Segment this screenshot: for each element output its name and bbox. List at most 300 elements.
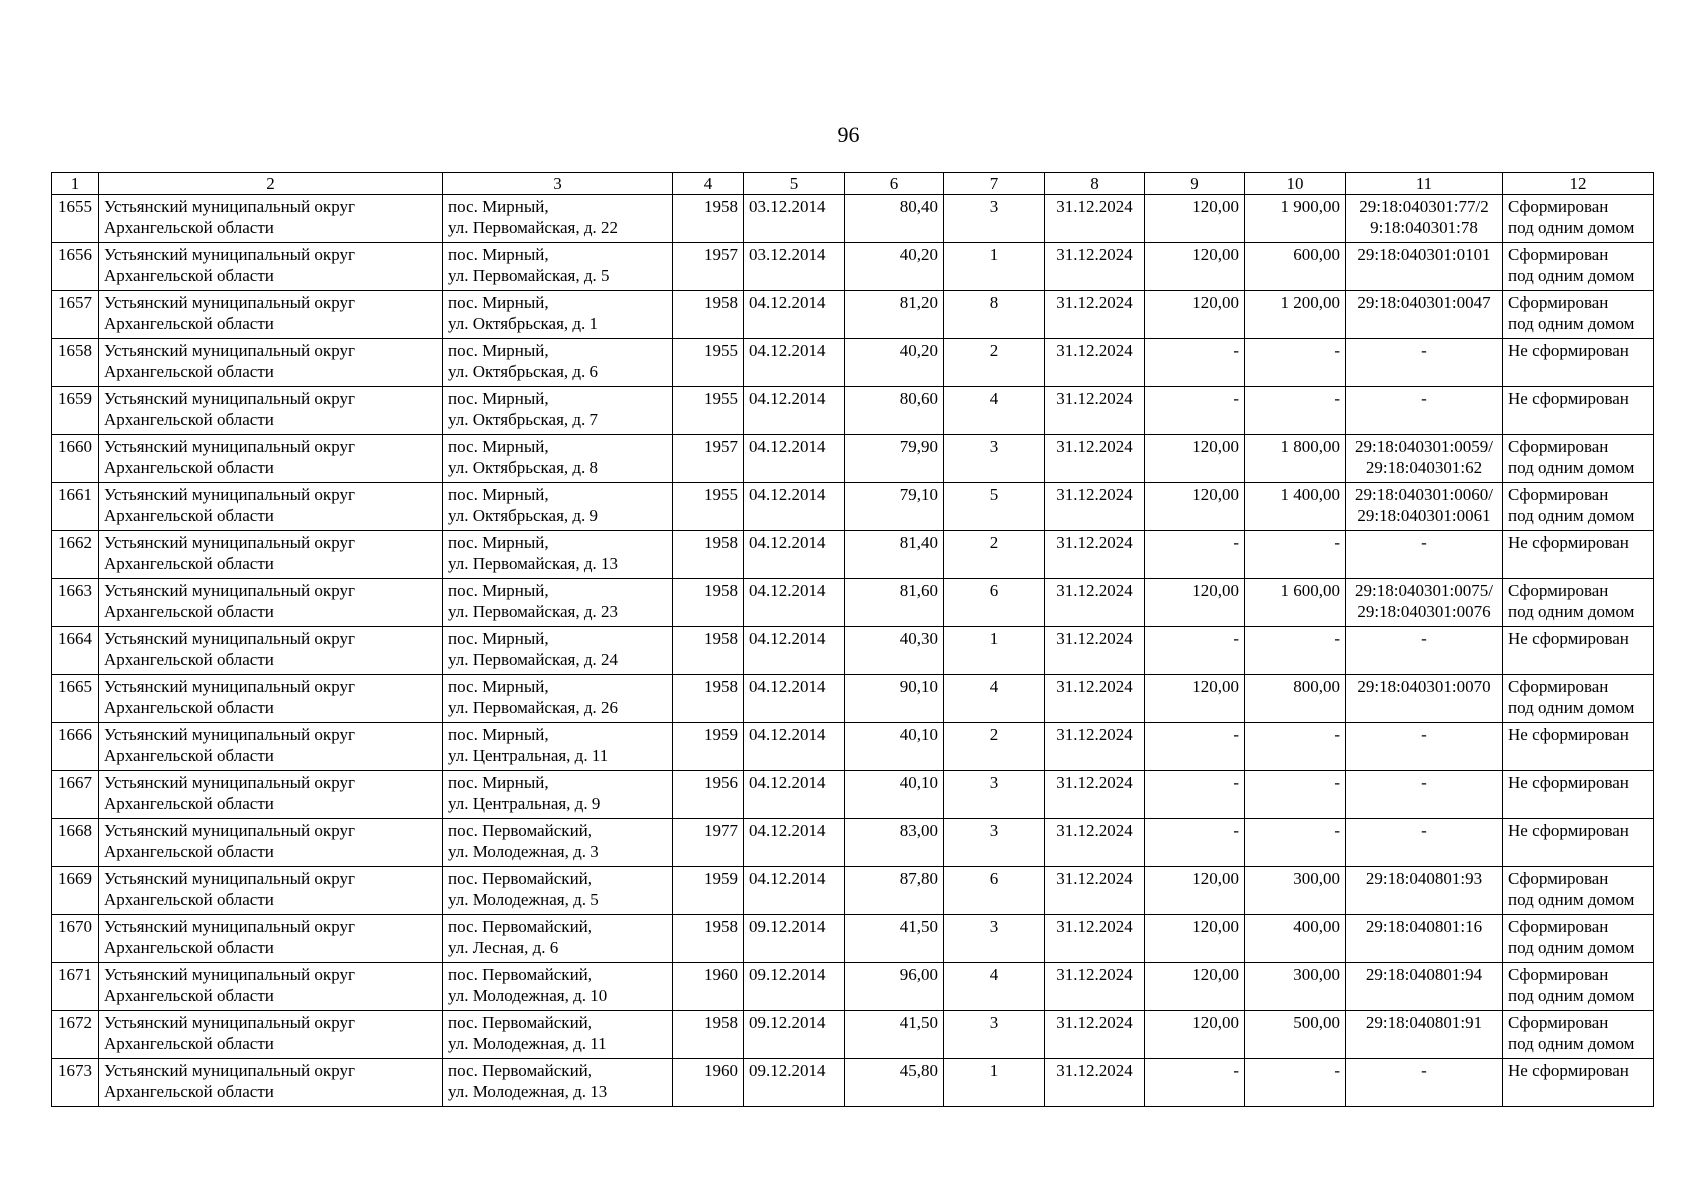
municipality-line: Устьянский муниципальный округ	[104, 869, 355, 888]
table-row	[52, 339, 1654, 387]
recognition-date-cell: 04.12.2014	[744, 291, 845, 339]
cadastral-number-line: 29:18:040301:0101	[1357, 245, 1491, 264]
col9-cell: 120,00	[1145, 915, 1245, 963]
col9-cell: 120,00	[1145, 1011, 1245, 1059]
col9-cell: 120,00	[1145, 867, 1245, 915]
land-status-cell	[1503, 819, 1654, 867]
col-header: 2	[99, 173, 443, 195]
recognition-date-cell: 04.12.2014	[744, 627, 845, 675]
municipality-line: Архангельской области	[104, 890, 274, 909]
municipality-line: Архангельской области	[104, 746, 274, 765]
area-cell: 90,10	[845, 675, 944, 723]
municipality-line: Архангельской области	[104, 602, 274, 621]
address-line: ул. Октябрьская, д. 6	[448, 362, 599, 381]
cadastral-number-line: 29:18:040801:91	[1365, 1013, 1483, 1032]
col9-cell: -	[1145, 387, 1245, 435]
address-line: ул. Октябрьская, д. 7	[448, 410, 599, 429]
address-line: ул. Первомайская, д. 22	[448, 218, 618, 237]
address-cell	[443, 243, 673, 291]
municipality-cell	[99, 723, 443, 771]
municipality-cell	[99, 243, 443, 291]
address-line: пос. Первомайский,	[448, 965, 593, 984]
build-year-cell: 1958	[673, 291, 744, 339]
address-line: ул. Октябрьская, д. 9	[448, 506, 599, 525]
cadastral-number-line: -	[1421, 725, 1427, 744]
municipality-cell	[99, 195, 443, 243]
address-cell	[443, 963, 673, 1011]
municipality-cell	[99, 867, 443, 915]
col-header: 6	[845, 173, 944, 195]
municipality-line: Устьянский муниципальный округ	[104, 485, 355, 504]
municipality-line: Устьянский муниципальный округ	[104, 1061, 355, 1080]
municipality-cell	[99, 627, 443, 675]
col10-cell: 400,00	[1245, 915, 1346, 963]
col9-cell: 120,00	[1145, 483, 1245, 531]
cadastral-number-cell	[1346, 1011, 1503, 1059]
address-line: пос. Первомайский,	[448, 869, 593, 888]
municipality-cell	[99, 1011, 443, 1059]
build-year-cell: 1958	[673, 627, 744, 675]
deadline-cell: 31.12.2024	[1045, 435, 1145, 483]
address-cell	[443, 627, 673, 675]
housing-registry-table	[51, 172, 1654, 1107]
address-line: ул. Первомайская, д. 24	[448, 650, 618, 669]
table-row	[52, 867, 1654, 915]
col10-cell: -	[1245, 339, 1346, 387]
col10-cell: -	[1245, 531, 1346, 579]
col-header: 3	[443, 173, 673, 195]
table-row	[52, 483, 1654, 531]
recognition-date-cell: 04.12.2014	[744, 819, 845, 867]
col10-cell: 300,00	[1245, 867, 1346, 915]
col9-cell: -	[1145, 819, 1245, 867]
recognition-date-cell: 09.12.2014	[744, 963, 845, 1011]
cadastral-number-line: 29:18:040801:93	[1365, 869, 1483, 888]
residents-cell: 3	[944, 435, 1045, 483]
address-line: ул. Октябрьская, д. 8	[448, 458, 599, 477]
address-cell	[443, 915, 673, 963]
municipality-line: Архангельской области	[104, 458, 274, 477]
land-status-cell	[1503, 291, 1654, 339]
deadline-cell: 31.12.2024	[1045, 723, 1145, 771]
land-status-line: Сформирован	[1508, 1013, 1609, 1032]
residents-cell: 6	[944, 579, 1045, 627]
cadastral-number-cell	[1346, 435, 1503, 483]
recognition-date-cell: 04.12.2014	[744, 771, 845, 819]
land-status-line: Сформирован	[1508, 581, 1609, 600]
cadastral-number-cell	[1346, 675, 1503, 723]
land-status-cell	[1503, 771, 1654, 819]
row-number-cell: 1664	[52, 627, 99, 675]
address-cell	[443, 1011, 673, 1059]
col-header: 4	[673, 173, 744, 195]
address-cell	[443, 819, 673, 867]
residents-cell: 3	[944, 1011, 1045, 1059]
address-line: ул. Октябрьская, д. 1	[448, 314, 599, 333]
address-line: ул. Молодежная, д. 13	[448, 1082, 608, 1101]
table-row	[52, 1059, 1654, 1107]
row-number-cell: 1666	[52, 723, 99, 771]
recognition-date-cell: 09.12.2014	[744, 915, 845, 963]
cadastral-number-line: 29:18:040301:0070	[1357, 677, 1491, 696]
col-header: 9	[1145, 173, 1245, 195]
table-row	[52, 531, 1654, 579]
cadastral-number-cell	[1346, 387, 1503, 435]
deadline-cell: 31.12.2024	[1045, 483, 1145, 531]
land-status-line: под одним домом	[1508, 602, 1635, 621]
municipality-line: Архангельской области	[104, 362, 274, 381]
address-line: пос. Мирный,	[448, 773, 549, 792]
land-status-cell	[1503, 483, 1654, 531]
col10-cell: 800,00	[1245, 675, 1346, 723]
col-header: 10	[1245, 173, 1346, 195]
cadastral-number-line: 29:18:040301:0047	[1357, 293, 1491, 312]
residents-cell: 1	[944, 243, 1045, 291]
cadastral-number-line: -	[1421, 341, 1427, 360]
residents-cell: 5	[944, 483, 1045, 531]
municipality-cell	[99, 819, 443, 867]
col-header: 1	[52, 173, 99, 195]
col9-cell: 120,00	[1145, 435, 1245, 483]
land-status-line: Сформирован	[1508, 917, 1609, 936]
municipality-line: Устьянский муниципальный округ	[104, 965, 355, 984]
recognition-date-cell: 09.12.2014	[744, 1059, 845, 1107]
cadastral-number-line: 29:18:040301:77/2	[1359, 197, 1489, 216]
row-number-cell: 1659	[52, 387, 99, 435]
area-cell: 83,00	[845, 819, 944, 867]
table-row	[52, 195, 1654, 243]
land-status-cell	[1503, 435, 1654, 483]
address-line: ул. Молодежная, д. 5	[448, 890, 599, 909]
col9-cell: -	[1145, 771, 1245, 819]
residents-cell: 8	[944, 291, 1045, 339]
cadastral-number-line: -	[1421, 1061, 1427, 1080]
residents-cell: 3	[944, 819, 1045, 867]
row-number-cell: 1672	[52, 1011, 99, 1059]
cadastral-number-line: -	[1421, 389, 1427, 408]
cadastral-number-cell	[1346, 195, 1503, 243]
area-cell: 80,40	[845, 195, 944, 243]
municipality-line: Устьянский муниципальный округ	[104, 245, 355, 264]
recognition-date-cell: 04.12.2014	[744, 483, 845, 531]
deadline-cell: 31.12.2024	[1045, 819, 1145, 867]
municipality-line: Архангельской области	[104, 698, 274, 717]
col-header: 7	[944, 173, 1045, 195]
address-cell	[443, 771, 673, 819]
deadline-cell: 31.12.2024	[1045, 291, 1145, 339]
address-cell	[443, 435, 673, 483]
municipality-cell	[99, 579, 443, 627]
area-cell: 40,20	[845, 339, 944, 387]
land-status-line: Сформирован	[1508, 197, 1609, 216]
address-line: ул. Молодежная, д. 11	[448, 1034, 607, 1053]
address-line: пос. Мирный,	[448, 197, 549, 216]
build-year-cell: 1959	[673, 723, 744, 771]
col9-cell: 120,00	[1145, 291, 1245, 339]
residents-cell: 2	[944, 531, 1045, 579]
municipality-line: Архангельской области	[104, 650, 274, 669]
municipality-line: Устьянский муниципальный округ	[104, 773, 355, 792]
col10-cell: -	[1245, 387, 1346, 435]
address-cell	[443, 195, 673, 243]
municipality-line: Архангельской области	[104, 938, 274, 957]
table-body	[52, 195, 1654, 1107]
row-number-cell: 1669	[52, 867, 99, 915]
municipality-cell	[99, 339, 443, 387]
land-status-cell	[1503, 627, 1654, 675]
table-row	[52, 435, 1654, 483]
col9-cell: 120,00	[1145, 675, 1245, 723]
residents-cell: 4	[944, 387, 1045, 435]
table-row	[52, 819, 1654, 867]
recognition-date-cell: 09.12.2014	[744, 1011, 845, 1059]
build-year-cell: 1958	[673, 531, 744, 579]
area-cell: 87,80	[845, 867, 944, 915]
deadline-cell: 31.12.2024	[1045, 1059, 1145, 1107]
build-year-cell: 1958	[673, 579, 744, 627]
cadastral-number-line: 29:18:040301:0076	[1357, 602, 1491, 621]
cadastral-number-cell	[1346, 483, 1503, 531]
area-cell: 41,50	[845, 915, 944, 963]
address-cell	[443, 387, 673, 435]
land-status-cell	[1503, 195, 1654, 243]
municipality-cell	[99, 531, 443, 579]
recognition-date-cell: 04.12.2014	[744, 579, 845, 627]
address-line: пос. Первомайский,	[448, 1013, 593, 1032]
cadastral-number-cell	[1346, 339, 1503, 387]
build-year-cell: 1959	[673, 867, 744, 915]
land-status-line: Не сформирован	[1508, 629, 1629, 648]
row-number-cell: 1667	[52, 771, 99, 819]
build-year-cell: 1958	[673, 195, 744, 243]
municipality-cell	[99, 435, 443, 483]
land-status-cell	[1503, 1059, 1654, 1107]
area-cell: 45,80	[845, 1059, 944, 1107]
col10-cell: -	[1245, 1059, 1346, 1107]
deadline-cell: 31.12.2024	[1045, 1011, 1145, 1059]
land-status-cell	[1503, 963, 1654, 1011]
address-line: пос. Мирный,	[448, 485, 549, 504]
cadastral-number-line: -	[1421, 629, 1427, 648]
address-line: ул. Центральная, д. 9	[448, 794, 601, 813]
cadastral-number-cell	[1346, 243, 1503, 291]
residents-cell: 4	[944, 963, 1045, 1011]
row-number-cell: 1660	[52, 435, 99, 483]
recognition-date-cell: 04.12.2014	[744, 387, 845, 435]
area-cell: 40,10	[845, 771, 944, 819]
address-line: ул. Первомайская, д. 23	[448, 602, 618, 621]
col10-cell: 1 600,00	[1245, 579, 1346, 627]
col10-cell: -	[1245, 723, 1346, 771]
deadline-cell: 31.12.2024	[1045, 675, 1145, 723]
build-year-cell: 1955	[673, 387, 744, 435]
recognition-date-cell: 04.12.2014	[744, 435, 845, 483]
address-cell	[443, 579, 673, 627]
column-number-header	[52, 173, 1654, 195]
deadline-cell: 31.12.2024	[1045, 339, 1145, 387]
land-status-line: под одним домом	[1508, 218, 1635, 237]
address-line: ул. Первомайская, д. 26	[448, 698, 618, 717]
municipality-cell	[99, 483, 443, 531]
municipality-cell	[99, 915, 443, 963]
address-cell	[443, 1059, 673, 1107]
municipality-line: Устьянский муниципальный округ	[104, 389, 355, 408]
land-status-line: Не сформирован	[1508, 533, 1629, 552]
land-status-line: Не сформирован	[1508, 341, 1629, 360]
recognition-date-cell: 04.12.2014	[744, 675, 845, 723]
col10-cell: -	[1245, 819, 1346, 867]
row-number-cell: 1673	[52, 1059, 99, 1107]
municipality-line: Устьянский муниципальный округ	[104, 1013, 355, 1032]
municipality-line: Архангельской области	[104, 410, 274, 429]
land-status-cell	[1503, 915, 1654, 963]
address-line: пос. Мирный,	[448, 581, 549, 600]
row-number-cell: 1662	[52, 531, 99, 579]
col10-cell: 1 200,00	[1245, 291, 1346, 339]
cadastral-number-cell	[1346, 531, 1503, 579]
recognition-date-cell: 04.12.2014	[744, 867, 845, 915]
address-cell	[443, 867, 673, 915]
cadastral-number-line: -	[1421, 533, 1427, 552]
address-line: пос. Мирный,	[448, 437, 549, 456]
residents-cell: 2	[944, 339, 1045, 387]
land-status-line: под одним домом	[1508, 890, 1635, 909]
address-line: пос. Мирный,	[448, 725, 549, 744]
row-number-cell: 1663	[52, 579, 99, 627]
area-cell: 79,10	[845, 483, 944, 531]
row-number-cell: 1671	[52, 963, 99, 1011]
row-number-cell: 1668	[52, 819, 99, 867]
table-row	[52, 243, 1654, 291]
col-header: 5	[744, 173, 845, 195]
land-status-cell	[1503, 243, 1654, 291]
municipality-line: Архангельской области	[104, 842, 274, 861]
cadastral-number-cell	[1346, 627, 1503, 675]
land-status-line: Сформирован	[1508, 677, 1609, 696]
land-status-line: под одним домом	[1508, 266, 1635, 285]
deadline-cell: 31.12.2024	[1045, 867, 1145, 915]
municipality-line: Устьянский муниципальный округ	[104, 197, 355, 216]
municipality-cell	[99, 675, 443, 723]
residents-cell: 6	[944, 867, 1045, 915]
land-status-cell	[1503, 675, 1654, 723]
deadline-cell: 31.12.2024	[1045, 771, 1145, 819]
land-status-line: под одним домом	[1508, 1034, 1635, 1053]
land-status-line: Сформирован	[1508, 293, 1609, 312]
municipality-line: Устьянский муниципальный округ	[104, 725, 355, 744]
land-status-line: под одним домом	[1508, 314, 1635, 333]
address-line: ул. Первомайская, д. 13	[448, 554, 618, 573]
cadastral-number-line: 29:18:040301:0059/	[1355, 437, 1493, 456]
table-row	[52, 723, 1654, 771]
land-status-cell	[1503, 867, 1654, 915]
row-number-cell: 1665	[52, 675, 99, 723]
municipality-line: Архангельской области	[104, 1034, 274, 1053]
address-line: пос. Первомайский,	[448, 821, 593, 840]
land-status-line: под одним домом	[1508, 506, 1635, 525]
area-cell: 81,40	[845, 531, 944, 579]
address-line: пос. Мирный,	[448, 629, 549, 648]
area-cell: 40,10	[845, 723, 944, 771]
col9-cell: 120,00	[1145, 195, 1245, 243]
area-cell: 96,00	[845, 963, 944, 1011]
col10-cell: 1 900,00	[1245, 195, 1346, 243]
address-line: ул. Лесная, д. 6	[448, 938, 559, 957]
build-year-cell: 1958	[673, 1011, 744, 1059]
municipality-line: Устьянский муниципальный округ	[104, 533, 355, 552]
address-cell	[443, 291, 673, 339]
build-year-cell: 1955	[673, 339, 744, 387]
municipality-line: Устьянский муниципальный округ	[104, 581, 355, 600]
address-line: пос. Мирный,	[448, 677, 549, 696]
address-line: ул. Молодежная, д. 3	[448, 842, 599, 861]
residents-cell: 2	[944, 723, 1045, 771]
land-status-line: Сформирован	[1508, 869, 1609, 888]
col9-cell: 120,00	[1145, 243, 1245, 291]
deadline-cell: 31.12.2024	[1045, 579, 1145, 627]
recognition-date-cell: 04.12.2014	[744, 531, 845, 579]
municipality-line: Архангельской области	[104, 554, 274, 573]
residents-cell: 3	[944, 771, 1045, 819]
municipality-line: Устьянский муниципальный округ	[104, 677, 355, 696]
area-cell: 41,50	[845, 1011, 944, 1059]
land-status-line: Не сформирован	[1508, 821, 1629, 840]
row-number-cell: 1670	[52, 915, 99, 963]
land-status-line: Сформирован	[1508, 965, 1609, 984]
address-cell	[443, 723, 673, 771]
build-year-cell: 1956	[673, 771, 744, 819]
municipality-line: Архангельской области	[104, 218, 274, 237]
deadline-cell: 31.12.2024	[1045, 963, 1145, 1011]
cadastral-number-line: 29:18:040801:16	[1365, 917, 1483, 936]
col10-cell: 500,00	[1245, 1011, 1346, 1059]
cadastral-number-cell	[1346, 867, 1503, 915]
residents-cell: 4	[944, 675, 1045, 723]
residents-cell: 3	[944, 195, 1045, 243]
build-year-cell: 1955	[673, 483, 744, 531]
recognition-date-cell: 04.12.2014	[744, 339, 845, 387]
address-line: пос. Мирный,	[448, 245, 549, 264]
table-row	[52, 771, 1654, 819]
area-cell: 40,20	[845, 243, 944, 291]
table-row	[52, 627, 1654, 675]
area-cell: 40,30	[845, 627, 944, 675]
col-header: 8	[1045, 173, 1145, 195]
municipality-line: Архангельской области	[104, 314, 274, 333]
land-status-cell	[1503, 339, 1654, 387]
land-status-cell	[1503, 1011, 1654, 1059]
cadastral-number-cell	[1346, 579, 1503, 627]
deadline-cell: 31.12.2024	[1045, 531, 1145, 579]
address-cell	[443, 483, 673, 531]
land-status-cell	[1503, 531, 1654, 579]
build-year-cell: 1958	[673, 675, 744, 723]
address-cell	[443, 675, 673, 723]
build-year-cell: 1957	[673, 243, 744, 291]
build-year-cell: 1958	[673, 915, 744, 963]
land-status-line: под одним домом	[1508, 938, 1635, 957]
land-status-line: Не сформирован	[1508, 773, 1629, 792]
cadastral-number-line: 29:18:040801:94	[1365, 965, 1483, 984]
cadastral-number-cell	[1346, 723, 1503, 771]
table-row	[52, 1011, 1654, 1059]
municipality-line: Устьянский муниципальный округ	[104, 437, 355, 456]
cadastral-number-line: -	[1421, 773, 1427, 792]
deadline-cell: 31.12.2024	[1045, 195, 1145, 243]
col10-cell: -	[1245, 771, 1346, 819]
row-number-cell: 1655	[52, 195, 99, 243]
cadastral-number-line: 9:18:040301:78	[1370, 218, 1478, 237]
